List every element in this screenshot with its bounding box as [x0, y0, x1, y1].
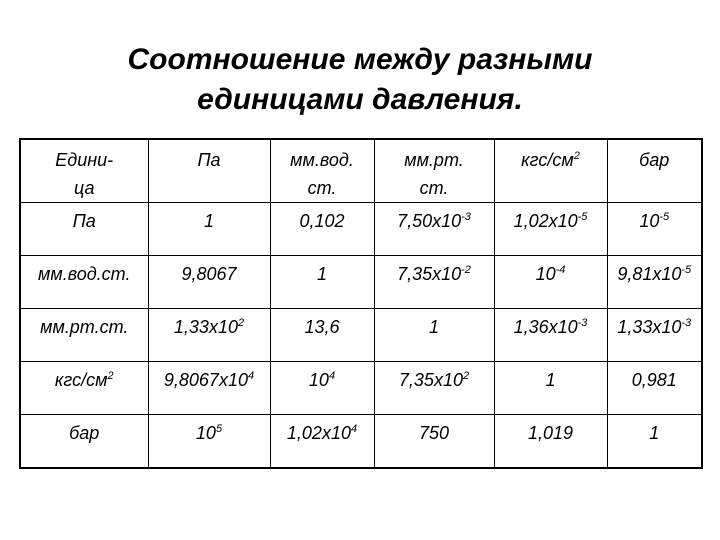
cell-text: 7,35x10: [398, 370, 463, 390]
table-cell: [148, 256, 270, 309]
cell-text: 7,35x10: [397, 264, 462, 284]
table-row: [20, 415, 702, 468]
cell-superscript: 4: [328, 370, 336, 382]
table-cell: [374, 309, 494, 362]
table-cell: [148, 415, 270, 468]
cell-superscript: -5: [659, 211, 670, 223]
title-line-2: единицами давления.: [197, 83, 523, 116]
cell-text: 0,981: [631, 370, 677, 390]
cell-text: Па: [72, 211, 96, 231]
table-row: [20, 309, 702, 362]
cell-superscript: -3: [577, 317, 588, 329]
table-cell: [270, 203, 374, 256]
cell-text: 1,019: [527, 423, 574, 443]
cell-text: Едини-: [55, 150, 114, 170]
column-header: [494, 139, 607, 203]
cell-text: 1,02x10: [286, 423, 351, 443]
table-cell: [148, 203, 270, 256]
cell-text: 1,36x10: [513, 317, 578, 337]
cell-superscript: 2: [237, 317, 245, 329]
table-cell: [374, 362, 494, 415]
cell-text: мм.рт.ст.: [40, 317, 129, 337]
cell-text: 10: [535, 264, 556, 284]
cell-text: 9,8067: [181, 264, 237, 284]
table-cell: [494, 203, 607, 256]
cell-text: 9,8067x10: [163, 370, 248, 390]
table-row: [20, 203, 702, 256]
cell-superscript: -5: [681, 264, 692, 276]
row-header: [20, 415, 148, 468]
pressure-units-table: [19, 138, 703, 469]
table-cell: [607, 362, 702, 415]
table-cell: [148, 309, 270, 362]
table-cell: [494, 309, 607, 362]
table-cell: [374, 203, 494, 256]
row-header: [20, 203, 148, 256]
column-header: [148, 139, 270, 203]
column-header: [20, 139, 148, 203]
cell-superscript: 2: [573, 150, 580, 162]
title-line-1: Соотношение между разными: [127, 43, 593, 76]
cell-superscript: 5: [215, 423, 223, 435]
cell-superscript: 4: [247, 370, 255, 382]
cell-text: бар: [639, 150, 670, 170]
cell-text: 1: [316, 264, 327, 284]
cell-text: кгс/см: [521, 150, 574, 170]
cell-superscript: 2: [107, 370, 114, 382]
cell-superscript: 4: [350, 423, 358, 435]
table-cell: [374, 256, 494, 309]
cell-text: 1,33x10: [173, 317, 238, 337]
table-row: [20, 362, 702, 415]
column-header: [607, 139, 702, 203]
table-cell: [270, 415, 374, 468]
table-cell: [607, 203, 702, 256]
cell-text: ца: [73, 178, 95, 198]
table-header-row: [20, 139, 702, 203]
table-cell: [270, 256, 374, 309]
table-cell: [607, 256, 702, 309]
row-header: [20, 256, 148, 309]
slide-title: [0, 40, 720, 120]
cell-text: кгс/см: [54, 370, 108, 390]
cell-superscript: -3: [461, 211, 471, 223]
cell-text: 7,50x10: [397, 211, 462, 231]
cell-superscript: 2: [462, 370, 470, 382]
cell-text: 1: [428, 317, 439, 337]
cell-text: мм.рт.: [404, 150, 464, 170]
cell-text: бар: [69, 423, 100, 443]
table-cell: [270, 309, 374, 362]
table-cell: [494, 256, 607, 309]
cell-text: 10: [195, 423, 216, 443]
table-cell: [494, 415, 607, 468]
row-header: [20, 362, 148, 415]
cell-text: мм.вод.: [290, 150, 354, 170]
cell-text: 9,81x10: [617, 264, 682, 284]
cell-text: 10: [308, 370, 329, 390]
table-cell: [148, 362, 270, 415]
cell-text: мм.вод.ст.: [38, 264, 131, 284]
table-body: [20, 139, 702, 468]
cell-superscript: -2: [461, 264, 471, 276]
cell-text: 1,33x10: [617, 317, 682, 337]
cell-text: 750: [418, 423, 450, 443]
cell-text: 1,02x10: [513, 211, 578, 231]
cell-text: ст.: [307, 178, 337, 198]
column-header: [270, 139, 374, 203]
row-header: [20, 309, 148, 362]
table-cell: [270, 362, 374, 415]
cell-text: 1: [203, 211, 214, 231]
cell-superscript: -4: [555, 264, 566, 276]
cell-text: 13,6: [304, 317, 340, 337]
cell-text: ст.: [419, 178, 449, 198]
table-cell: [374, 415, 494, 468]
cell-text: 0,102: [299, 211, 345, 231]
table-cell: [494, 362, 607, 415]
cell-text: 1: [545, 370, 556, 390]
cell-text: 10: [639, 211, 660, 231]
cell-superscript: -3: [681, 317, 692, 329]
table-cell: [607, 309, 702, 362]
cell-text: 1: [649, 423, 660, 443]
cell-superscript: -5: [577, 211, 588, 223]
table-cell: [607, 415, 702, 468]
cell-text: Па: [197, 150, 221, 170]
table-row: [20, 256, 702, 309]
column-header: [374, 139, 494, 203]
